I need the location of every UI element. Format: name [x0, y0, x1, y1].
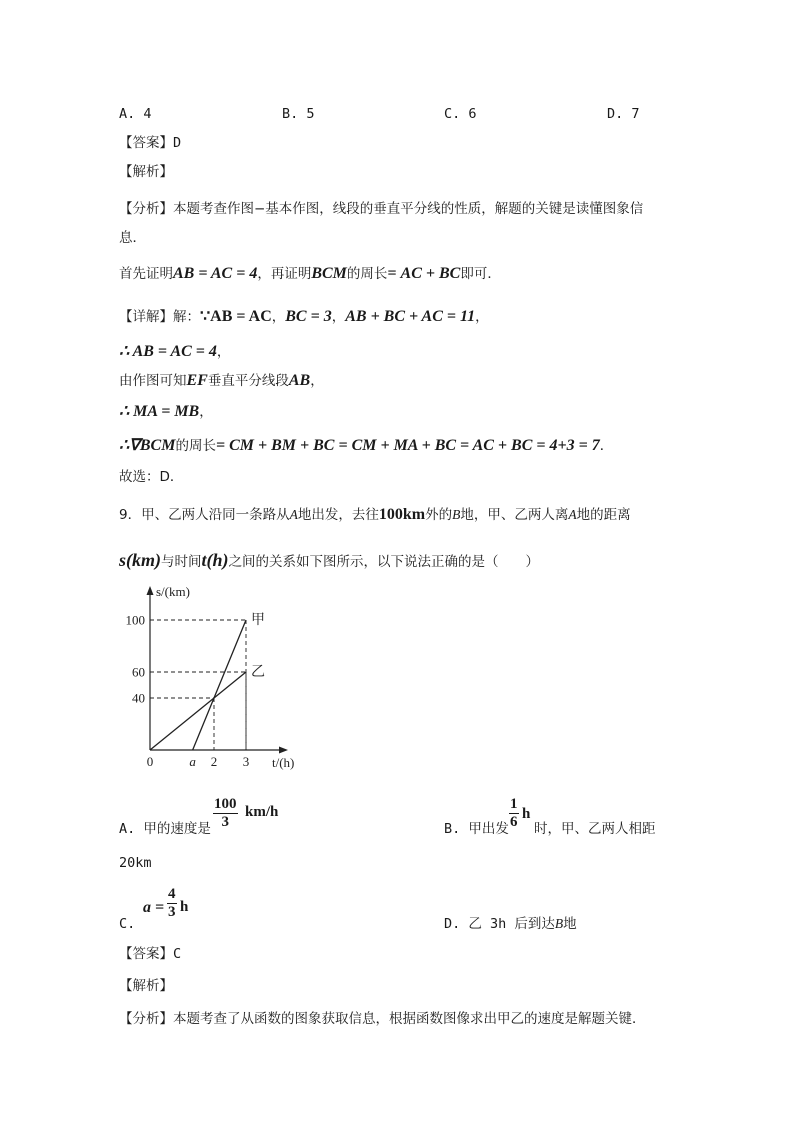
q9-text: 地的距离 — [576, 507, 631, 523]
fraction — [509, 796, 519, 831]
option-c: C. 6 — [444, 106, 477, 122]
prove-math: AB = AC = 4 — [173, 265, 258, 282]
series-label-jia: 甲 — [251, 612, 265, 628]
prove-text: 即可． — [460, 266, 501, 282]
option-text: 时，甲、乙两人相距 — [534, 821, 656, 837]
fenxi-line-2: 息． — [119, 230, 146, 246]
step-math: ∴∇BCM — [119, 437, 176, 454]
option-d: D. 7 — [607, 106, 640, 122]
option-var: B — [554, 916, 564, 931]
step-math: ∴ MA = MB — [119, 403, 200, 420]
fraction — [213, 796, 238, 831]
answer-line — [119, 133, 181, 153]
step-3: ∴ MA = MB， — [119, 403, 213, 420]
unit: h — [180, 899, 189, 915]
denominator: 6 — [510, 814, 518, 830]
x-tick-label: a — [189, 754, 196, 769]
analysis-label: 【解析】 — [119, 164, 173, 180]
q9-line-1 — [119, 505, 631, 525]
series-line-jia — [193, 620, 246, 750]
step-text: 由作图可知 — [119, 373, 187, 389]
axes — [147, 586, 289, 754]
distance-time-graph — [112, 580, 312, 772]
step-text: 垂直平分线段 — [207, 373, 289, 389]
step-2: 由作图可知EF垂直平分线段AB， — [119, 372, 324, 389]
q9-analysis-label: 【解析】 — [119, 978, 173, 994]
step-math: = CM + BM + BC = CM + MA + BC = AC + BC = 4+3 = 7 — [215, 437, 600, 454]
q9-answer-line — [119, 944, 181, 964]
option-label: B. 甲出发 — [444, 821, 509, 837]
guide-lines — [150, 620, 246, 750]
q9-var: A — [289, 507, 298, 522]
option-var: a = — [143, 899, 165, 916]
fenxi-text: 本题考查作图−基本作图，线段的垂直平分线的性质，解题的关键是读懂图象信 — [173, 201, 644, 217]
q9-math: s(km) — [119, 550, 161, 570]
y-tick-label: 40 — [132, 690, 145, 706]
detail-text: 解： — [173, 309, 200, 325]
step-text: 的周长 — [175, 438, 216, 454]
y-axis-arrow — [147, 586, 154, 595]
q9-math: 100km — [378, 506, 426, 523]
answer-label: 【答案】 — [119, 135, 173, 151]
q9-text: 之间的关系如下图所示，以下说法正确的是（ ） — [228, 554, 539, 570]
denominator: 3 — [221, 814, 229, 830]
option-label: A. 甲的速度是 — [119, 821, 211, 837]
option-label: D. 乙 3h 后到达 — [444, 916, 555, 932]
answer-value: D — [173, 135, 182, 151]
q9-var: A — [568, 507, 577, 522]
option-text: 地 — [563, 916, 577, 932]
q9-line-2 — [119, 550, 539, 572]
y-tick-label: 100 — [125, 612, 145, 628]
q9-math: t(h) — [201, 550, 229, 570]
prove-text: 首先证明 — [119, 266, 173, 282]
prove-text: 的周长 — [346, 266, 388, 282]
numerator: 1 — [510, 796, 518, 812]
step-1: ∴ AB = AC = 4， — [119, 343, 231, 360]
y-tick-label: 60 — [132, 664, 145, 680]
option-label: C. — [119, 916, 136, 932]
answer-value: C — [173, 946, 182, 962]
step-math: EF — [186, 372, 208, 389]
unit: h — [522, 806, 531, 822]
detail-math: AB + BC + AC = 11 — [345, 308, 476, 325]
fenxi-line-1 — [119, 199, 643, 219]
detail-math: ∵AB = AC — [200, 308, 272, 325]
step-4: ∴∇BCM的周长= CM + BM + BC = CM + MA + BC = AC + BC = 4+3 = 7． — [119, 437, 614, 454]
x-tick-label: 3 — [242, 754, 250, 769]
option-b: B. 5 — [282, 106, 315, 122]
fraction — [167, 886, 177, 921]
fenxi-text: 本题考查了从函数的图象获取信息，根据函数图像求出甲乙的速度是解题关键． — [173, 1011, 646, 1027]
answer-label: 【答案】 — [119, 946, 173, 962]
prove-math: BCM — [311, 265, 347, 282]
q9-text: 地，甲、乙两人离 — [460, 507, 569, 523]
x-tick-label: 0 — [146, 754, 154, 769]
x-axis-arrow — [279, 747, 288, 754]
q9-text: 9．甲、乙两人沿同一条路从 — [119, 507, 290, 523]
prove-text: ，再证明 — [257, 266, 312, 282]
step-math: ∴ AB = AC = 4 — [119, 343, 217, 360]
detail-math: BC = 3 — [285, 308, 332, 325]
numerator: 4 — [168, 886, 176, 902]
numerator: 100 — [214, 796, 237, 812]
detail-line: 【详解】解：∵AB = AC，BC = 3，AB + BC + AC = 11， — [119, 308, 489, 325]
x-axis-label: t/(h) — [272, 755, 295, 770]
q9-fenxi-line — [119, 1009, 646, 1029]
unit: km/h — [245, 804, 279, 820]
q9-option-d — [444, 914, 577, 934]
option-a: A. 4 — [119, 106, 152, 122]
prove-line — [119, 264, 501, 284]
series-label-yi: 乙 — [251, 664, 265, 680]
y-axis-label: s/(km) — [156, 584, 190, 599]
q9-var: B — [452, 507, 461, 522]
fenxi-label: 【分析】 — [119, 1011, 173, 1027]
q9-text: 地出发，去往 — [297, 507, 379, 523]
denominator: 3 — [168, 904, 176, 920]
step-math: AB — [288, 372, 311, 389]
prove-math: = AC + BC — [387, 265, 461, 282]
series-lines — [150, 612, 265, 750]
fenxi-label: 【分析】 — [119, 201, 173, 217]
q9-text: 与时间 — [161, 554, 202, 570]
q9-text: 外的 — [425, 507, 453, 523]
detail-label: 【详解】 — [119, 309, 173, 325]
x-tick-label: 2 — [210, 754, 218, 769]
q9-option-b-cont: 20km — [119, 855, 152, 871]
tick-labels — [126, 584, 295, 770]
conclusion: 故选：D． — [119, 469, 184, 485]
